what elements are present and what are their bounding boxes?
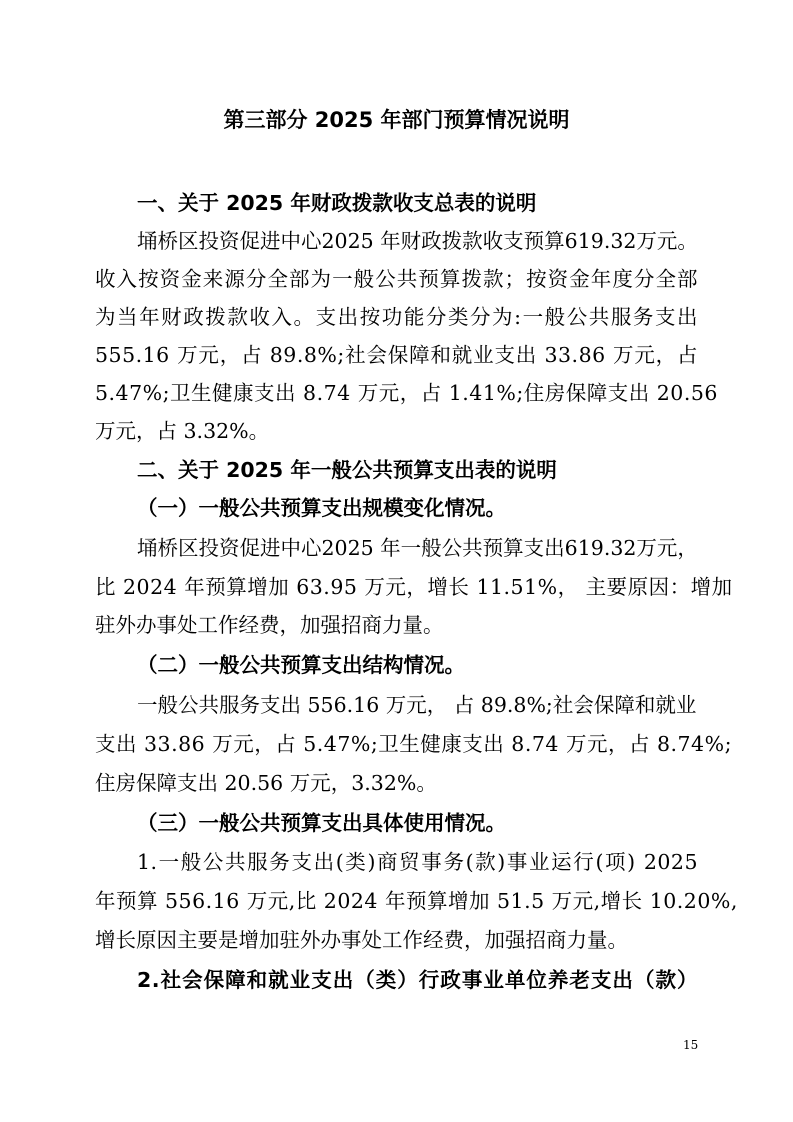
item-heading-2: 2.社会保障和就业支出（类）行政事业单位养老支出（款） [137, 968, 698, 992]
paragraph-line: 收入按资金来源分全部为一般公共预算拨款；按资金年度分全部 [95, 267, 698, 291]
paragraph-line: 埇桥区投资促进中心2025 年一般公共预算支出619.32万元， [137, 536, 698, 560]
paragraph-line: 增长原因主要是增加驻外办事处工作经费，加强招商力量。 [95, 928, 628, 952]
paragraph-line: 年预算 556.16 万元,比 2024 年预算增加 51.5 万元,增长 10.20%, [95, 889, 738, 913]
paragraph-line: 555.16 万元，占 89.8%;社会保障和就业支出 33.86 万元，占 [95, 343, 698, 367]
page-number: 15 [683, 1038, 699, 1052]
subsection-heading-1: （一）一般公共预算支出规模变化情况。 [137, 496, 506, 520]
paragraph-line: 一般公共服务支出 556.16 万元， 占 89.8%;社会保障和就业 [137, 693, 697, 717]
subsection-heading-2: （二）一般公共预算支出结构情况。 [137, 653, 465, 677]
paragraph-line: 1.一般公共服务支出(类)商贸事务(款)事业运行(项) 2025 [137, 850, 698, 874]
paragraph-line: 埇桥区投资促进中心2025 年财政拨款收支预算619.32万元。 [137, 229, 698, 253]
paragraph-line: 为当年财政拨款收入。支出按功能分类分为:一般公共服务支出 [95, 305, 698, 329]
paragraph-line: 驻外办事处工作经费，加强招商力量。 [95, 613, 444, 637]
section-heading-1: 一、关于 2025 年财政拨款收支总表的说明 [137, 191, 537, 215]
paragraph-line: 住房保障支出 20.56 万元，3.32%。 [95, 771, 437, 795]
subsection-heading-3: （三）一般公共预算支出具体使用情况。 [137, 811, 506, 835]
section-heading-2: 二、关于 2025 年一般公共预算支出表的说明 [137, 458, 557, 482]
paragraph-line: 万元，占 3.32%。 [95, 419, 270, 443]
paragraph-line: 支出 33.86 万元，占 5.47%;卫生健康支出 8.74 万元，占 8.74%; [95, 732, 732, 756]
paragraph-line: 比 2024 年预算增加 63.95 万元，增长 11.51%， 主要原因：增加 [95, 575, 733, 599]
paragraph-line: 5.47%;卫生健康支出 8.74 万元，占 1.41%;住房保障支出 20.56 [95, 381, 718, 405]
page-title: 第三部分 2025 年部门预算情况说明 [223, 108, 570, 132]
